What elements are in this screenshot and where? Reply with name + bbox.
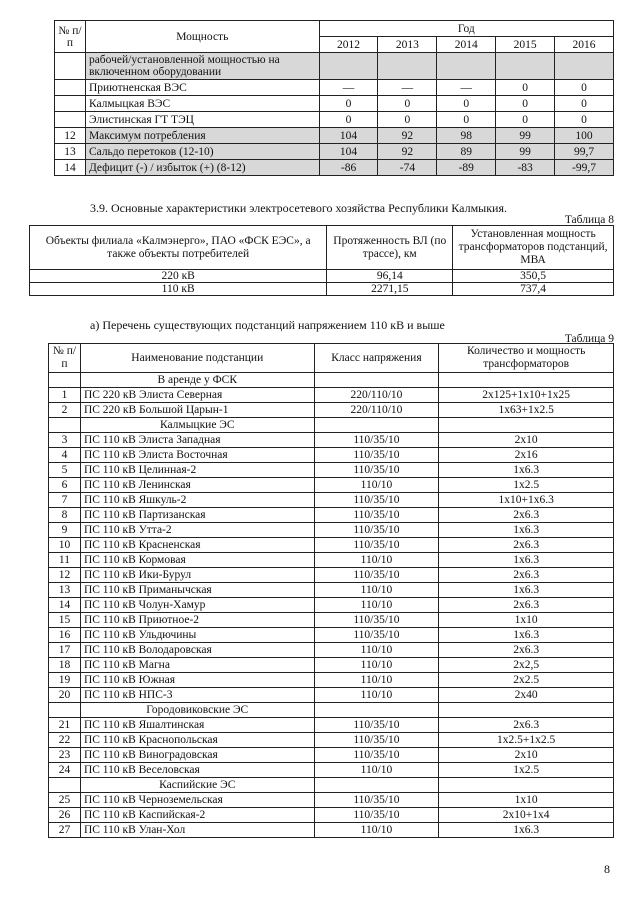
row-value: 0 — [496, 80, 555, 96]
transformers: 2х10+1х4 — [439, 808, 614, 823]
row-value: 92 — [378, 128, 437, 144]
group-row — [49, 418, 614, 433]
grid-characteristics-table — [29, 225, 614, 296]
row-value: 0 — [496, 112, 555, 128]
transformers: 1х10 — [439, 613, 614, 628]
table-row — [49, 748, 614, 763]
transformers: 1х10 — [439, 793, 614, 808]
substation-name: ПС 110 кВ Приманычская — [80, 583, 314, 598]
row-name: Калмыцкая ВЭС — [85, 96, 319, 112]
group-row — [49, 778, 614, 793]
group-empty-cell — [314, 778, 439, 793]
row-num: 19 — [49, 673, 81, 688]
transformers: 1х6.3 — [439, 463, 614, 478]
substation-name: ПС 110 кВ Черноземельская — [80, 793, 314, 808]
voltage-class: 110/35/10 — [314, 628, 439, 643]
header-year-2012: 2012 — [319, 37, 378, 53]
row-value: 0 — [555, 96, 614, 112]
group-title: Каспийские ЭС — [80, 778, 314, 793]
table-row — [49, 763, 614, 778]
transformers: 1х2.5 — [439, 478, 614, 493]
row-num: 13 — [49, 583, 81, 598]
row-value: 0 — [496, 96, 555, 112]
t8-cell: 110 кВ — [30, 283, 327, 296]
group-empty-cell — [314, 418, 439, 433]
transformers: 2х16 — [439, 448, 614, 463]
group-empty-cell — [314, 703, 439, 718]
table-row — [49, 658, 614, 673]
row-num: 20 — [49, 688, 81, 703]
row-num: 21 — [49, 718, 81, 733]
substation-name: ПС 110 кВ Магна — [80, 658, 314, 673]
voltage-class: 220/110/10 — [314, 403, 439, 418]
substation-name: ПС 110 кВ Ленинская — [80, 478, 314, 493]
substation-name: ПС 110 кВ Яшкуль-2 — [80, 493, 314, 508]
table-row — [55, 80, 614, 96]
row-num: 22 — [49, 733, 81, 748]
voltage-class: 110/10 — [314, 673, 439, 688]
voltage-class: 220/110/10 — [314, 388, 439, 403]
transformers: 2х40 — [439, 688, 614, 703]
table-row — [55, 96, 614, 112]
row-num: 27 — [49, 823, 81, 838]
row-num: 3 — [49, 433, 81, 448]
row-num: 2 — [49, 403, 81, 418]
table-row — [49, 598, 614, 613]
row-num: 12 — [49, 568, 81, 583]
row-value: 0 — [555, 80, 614, 96]
group-empty-cell — [439, 373, 614, 388]
substation-name: ПС 110 кВ Южная — [80, 673, 314, 688]
substation-name: ПС 220 кВ Элиста Северная — [80, 388, 314, 403]
substation-name: ПС 110 кВ Виноградовская — [80, 748, 314, 763]
row-num: 14 — [55, 160, 86, 176]
table-row — [49, 583, 614, 598]
voltage-class: 110/35/10 — [314, 808, 439, 823]
header-year: Год — [319, 21, 613, 37]
table-row — [49, 478, 614, 493]
transformers: 1х63+1х2.5 — [439, 403, 614, 418]
transformers: 2х6.3 — [439, 508, 614, 523]
row-num: 14 — [49, 598, 81, 613]
row-name: Элистинская ГТ ТЭЦ — [85, 112, 319, 128]
row-value: 104 — [319, 128, 378, 144]
voltage-class: 110/35/10 — [314, 793, 439, 808]
row-num: 24 — [49, 763, 81, 778]
substation-name: ПС 110 кВ Партизанская — [80, 508, 314, 523]
transformers: 2х2,5 — [439, 658, 614, 673]
row-value: — — [319, 80, 378, 96]
substation-name: ПС 110 кВ Элиста Западная — [80, 433, 314, 448]
transformers: 1х6.3 — [439, 523, 614, 538]
row-value — [496, 53, 555, 80]
table-row — [49, 643, 614, 658]
power-balance-table — [54, 20, 614, 176]
table9-caption: Таблица 9 — [564, 333, 614, 345]
row-name: рабочей/установленной мощностью на включенном оборудовании — [85, 53, 319, 80]
group-empty-cell — [314, 373, 439, 388]
header-num: № п/п — [55, 21, 86, 53]
group-title: В аренде у ФСК — [80, 373, 314, 388]
row-value: -89 — [437, 160, 496, 176]
list-title: а) Перечень существующих подстанций напряжением 110 кВ и выше — [90, 318, 445, 332]
table-row — [49, 718, 614, 733]
group-row — [49, 703, 614, 718]
row-value: — — [378, 80, 437, 96]
header-year-2016: 2016 — [555, 37, 614, 53]
substation-name: ПС 110 кВ Чолун-Хамур — [80, 598, 314, 613]
transformers: 2х6.3 — [439, 718, 614, 733]
row-value: 92 — [378, 144, 437, 160]
row-value — [437, 53, 496, 80]
row-value: -86 — [319, 160, 378, 176]
voltage-class: 110/10 — [314, 478, 439, 493]
table-row — [49, 688, 614, 703]
group-title: Калмыцкие ЭС — [80, 418, 314, 433]
voltage-class: 110/10 — [314, 823, 439, 838]
voltage-class: 110/10 — [314, 658, 439, 673]
voltage-class: 110/35/10 — [314, 568, 439, 583]
row-num: 7 — [49, 493, 81, 508]
row-num — [55, 53, 86, 80]
voltage-class: 110/35/10 — [314, 508, 439, 523]
substation-name: ПС 110 кВ Целинная-2 — [80, 463, 314, 478]
substation-name: ПС 110 кВ Красненская — [80, 538, 314, 553]
t8-cell: 96,14 — [327, 270, 453, 283]
substation-name: ПС 110 кВ Улан-Хол — [80, 823, 314, 838]
t8-header-power: Установленная мощность трансформаторов подстанций, МВА — [453, 226, 614, 270]
row-num: 8 — [49, 508, 81, 523]
table-row — [49, 508, 614, 523]
transformers: 2х6.3 — [439, 568, 614, 583]
row-name: Дефицит (-) / избыток (+) (8-12) — [85, 160, 319, 176]
row-value — [378, 53, 437, 80]
transformers: 2х2.5 — [439, 673, 614, 688]
header-year-2014: 2014 — [437, 37, 496, 53]
row-value: 100 — [555, 128, 614, 144]
row-num: 1 — [49, 388, 81, 403]
row-num: 4 — [49, 448, 81, 463]
group-num-cell — [49, 703, 81, 718]
row-value: -74 — [378, 160, 437, 176]
transformers: 1х2.5 — [439, 763, 614, 778]
table-row — [49, 403, 614, 418]
transformers: 1х2.5+1х2.5 — [439, 733, 614, 748]
table-row — [49, 568, 614, 583]
substation-name: ПС 110 кВ Элиста Восточная — [80, 448, 314, 463]
row-num: 17 — [49, 643, 81, 658]
row-value: 0 — [378, 112, 437, 128]
row-value: 99 — [496, 144, 555, 160]
row-value: 99,7 — [555, 144, 614, 160]
table-row — [49, 808, 614, 823]
voltage-class: 110/10 — [314, 688, 439, 703]
t8-cell: 2271,15 — [327, 283, 453, 296]
group-row — [49, 373, 614, 388]
group-num-cell — [49, 778, 81, 793]
row-num: 15 — [49, 613, 81, 628]
voltage-class: 110/10 — [314, 643, 439, 658]
header-power: Мощность — [85, 21, 319, 53]
row-value: -83 — [496, 160, 555, 176]
row-value — [555, 53, 614, 80]
voltage-class: 110/35/10 — [314, 733, 439, 748]
substation-name: ПС 110 кВ Утта-2 — [80, 523, 314, 538]
substation-name: ПС 110 кВ Каспийская-2 — [80, 808, 314, 823]
table-row — [49, 538, 614, 553]
substation-name: ПС 110 кВ НПС-3 — [80, 688, 314, 703]
row-num — [55, 80, 86, 96]
row-value: 99 — [496, 128, 555, 144]
transformers: 2х10 — [439, 748, 614, 763]
t9-header-name: Наименование подстанции — [80, 344, 314, 373]
header-year-2013: 2013 — [378, 37, 437, 53]
table-row — [49, 673, 614, 688]
voltage-class: 110/10 — [314, 583, 439, 598]
transformers: 1х6.3 — [439, 583, 614, 598]
row-value: 0 — [555, 112, 614, 128]
table-row — [49, 613, 614, 628]
table-row — [49, 388, 614, 403]
voltage-class: 110/35/10 — [314, 718, 439, 733]
voltage-class: 110/10 — [314, 763, 439, 778]
table-row — [49, 433, 614, 448]
group-num-cell — [49, 418, 81, 433]
table-row — [49, 553, 614, 568]
t8-cell: 220 кВ — [30, 270, 327, 283]
row-num: 11 — [49, 553, 81, 568]
row-num: 9 — [49, 523, 81, 538]
substation-name: ПС 110 кВ Яшалтинская — [80, 718, 314, 733]
table-row — [49, 523, 614, 538]
t9-header-class: Класс напряжения — [314, 344, 439, 373]
voltage-class: 110/10 — [314, 553, 439, 568]
substation-name: ПС 110 кВ Веселовская — [80, 763, 314, 778]
row-num: 18 — [49, 658, 81, 673]
t8-header-objects: Объекты филиала «Калмэнерго», ПАО «ФСК ЕЭС», а также объекты потребителей — [30, 226, 327, 270]
substation-name: ПС 110 кВ Володаровская — [80, 643, 314, 658]
group-empty-cell — [439, 703, 614, 718]
table-row — [49, 823, 614, 838]
substation-name: ПС 110 кВ Кормовая — [80, 553, 314, 568]
transformers: 2х125+1х10+1х25 — [439, 388, 614, 403]
row-value: 0 — [319, 96, 378, 112]
row-num: 5 — [49, 463, 81, 478]
row-name: Приютненская ВЭС — [85, 80, 319, 96]
table-row — [49, 733, 614, 748]
table-row — [55, 53, 614, 80]
table-row — [49, 793, 614, 808]
header-year-2015: 2015 — [496, 37, 555, 53]
voltage-class: 110/35/10 — [314, 448, 439, 463]
substation-name: ПС 220 кВ Большой Царын-1 — [80, 403, 314, 418]
transformers: 2х6.3 — [439, 538, 614, 553]
row-num — [55, 112, 86, 128]
table-row — [55, 160, 614, 176]
t8-header-length: Протяженность ВЛ (по трассе), км — [327, 226, 453, 270]
voltage-class: 110/35/10 — [314, 748, 439, 763]
table-row — [49, 448, 614, 463]
group-title: Городовиковские ЭС — [80, 703, 314, 718]
table-row — [49, 493, 614, 508]
table-row — [55, 144, 614, 160]
row-value: -99,7 — [555, 160, 614, 176]
substations-table — [48, 343, 614, 838]
group-num-cell — [49, 373, 81, 388]
row-value: 0 — [437, 112, 496, 128]
row-value: 0 — [378, 96, 437, 112]
voltage-class: 110/35/10 — [314, 523, 439, 538]
transformers: 2х6.3 — [439, 598, 614, 613]
section-title: 3.9. Основные характеристики электросетевого хозяйства Республики Калмыкия. — [90, 201, 507, 215]
row-value: 89 — [437, 144, 496, 160]
substation-name: ПС 110 кВ Приютное-2 — [80, 613, 314, 628]
substation-name: ПС 110 кВ Краснопольская — [80, 733, 314, 748]
voltage-class: 110/35/10 — [314, 493, 439, 508]
transformers: 1х6.3 — [439, 553, 614, 568]
t8-cell: 350,5 — [453, 270, 614, 283]
page-number: 8 — [604, 862, 610, 876]
row-name: Максимум потребления — [85, 128, 319, 144]
row-num: 12 — [55, 128, 86, 144]
t8-cell: 737,4 — [453, 283, 614, 296]
row-value: 0 — [437, 96, 496, 112]
substation-name: ПС 110 кВ Ульдючины — [80, 628, 314, 643]
transformers: 1х6.3 — [439, 628, 614, 643]
transformers: 2х6.3 — [439, 643, 614, 658]
table-row — [49, 463, 614, 478]
transformers: 1х10+1х6.3 — [439, 493, 614, 508]
row-num: 10 — [49, 538, 81, 553]
table8-caption: Таблица 8 — [564, 214, 614, 226]
voltage-class: 110/35/10 — [314, 613, 439, 628]
row-value: 104 — [319, 144, 378, 160]
voltage-class: 110/35/10 — [314, 433, 439, 448]
group-empty-cell — [439, 418, 614, 433]
group-empty-cell — [439, 778, 614, 793]
substation-name: ПС 110 кВ Ики-Бурул — [80, 568, 314, 583]
row-value: 0 — [319, 112, 378, 128]
transformers: 2х10 — [439, 433, 614, 448]
table-row — [55, 112, 614, 128]
row-value: — — [437, 80, 496, 96]
t9-header-transformers: Количество и мощность трансформаторов — [439, 344, 614, 373]
row-num — [55, 96, 86, 112]
table-row — [49, 628, 614, 643]
row-num: 23 — [49, 748, 81, 763]
voltage-class: 110/10 — [314, 598, 439, 613]
voltage-class: 110/35/10 — [314, 538, 439, 553]
row-num: 26 — [49, 808, 81, 823]
transformers: 1х6.3 — [439, 823, 614, 838]
row-num: 16 — [49, 628, 81, 643]
row-name: Сальдо перетоков (12-10) — [85, 144, 319, 160]
row-value — [319, 53, 378, 80]
row-value: 98 — [437, 128, 496, 144]
row-num: 13 — [55, 144, 86, 160]
t9-header-num: № п/п — [49, 344, 81, 373]
voltage-class: 110/35/10 — [314, 463, 439, 478]
row-num: 6 — [49, 478, 81, 493]
table-row — [55, 128, 614, 144]
row-num: 25 — [49, 793, 81, 808]
